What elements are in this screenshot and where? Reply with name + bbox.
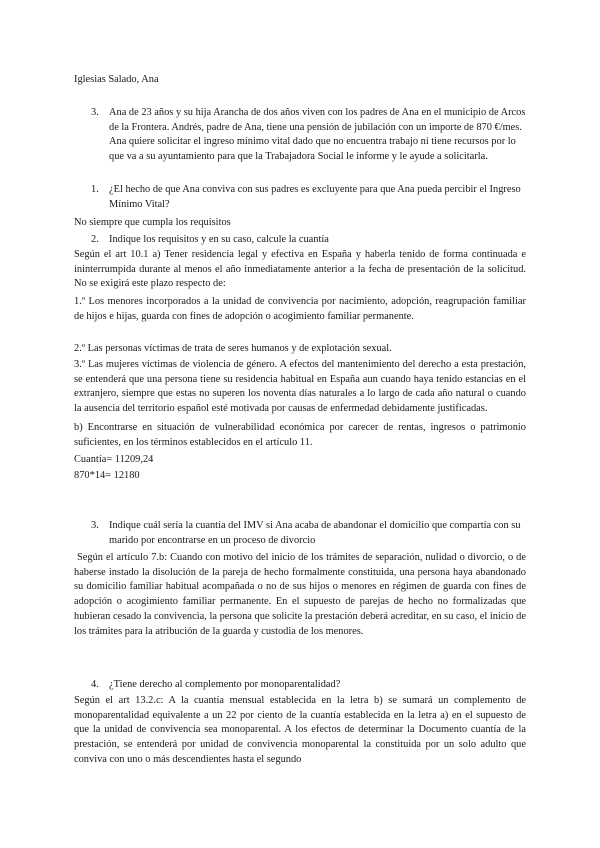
answer-2-paragraph-4: 3.º Las mujeres víctimas de violencia de género. A efectos del mantenimiento del derecho a esta prestación, se entenderá que una persona tiene su residencia habitual en España aun cuando haya tenido estancias en el extranjero, siempre que estas no superen los noventa días naturales a lo largo de cada año natural o cuando la ausencia del territorio español esté motivada por causas de enfermedad debidamente justificadas. (74, 359, 526, 415)
answer-2-paragraph-1: Según el art 10.1 a) Tener residencia legal y efectiva en España y haberla tenido de forma continuada e ininterrumpida durante al menos el año inmediatamente anterior a la fecha de presentación de la solicitud. No se exigirá este plazo respecto de: (74, 249, 526, 290)
amount-calculation-1: Cuantía= 11209,24 (74, 454, 154, 465)
case-text: Ana de 23 años y su hija Arancha de dos años viven con los padres de Ana en el municipio de Arcos de la Frontera. Andrés, padre de Ana, tiene una pensión de jubilación con un importe de 870 €/mes. Ana quiere solicitar el ingreso mínimo vital dado que no encuentra trabajo ni tiene recursos por lo que va a su ayuntamiento para que la Trabajadora Social le informe y le ayude a solicitarla. (109, 107, 526, 163)
question-1-number: 1. (91, 184, 99, 195)
answer-2-paragraph-5: b) Encontrarse en situación de vulnerabilidad económica por carecer de rentas, ingresos o patrimonio suficientes, en los términos establecidos en el artículo 11. (74, 422, 526, 448)
answer-4: Según el art 13.2.c: A la cuantía mensual establecida en la letra b) se sumará un complemento de monoparentalidad equivalente a un 22 por ciento de la cuantía establecida en la letra a) en el supuesto de que la unidad de convivencia sea monoparental. A los efectos de determinar la Documento cuantía de la prestación, se entenderá por unidad de convivencia monoparental la constituida por un solo adulto que conviva con uno o más descendientes hasta el segundo (74, 695, 526, 765)
question-4-number: 4. (91, 679, 99, 690)
question-2-number: 2. (91, 234, 99, 245)
author-name: Iglesias Salado, Ana (74, 74, 159, 85)
answer-2-paragraph-3: 2.º Las personas víctimas de trata de seres humanos y de explotación sexual. (74, 343, 392, 354)
question-1-text: ¿El hecho de que Ana conviva con sus padres es excluyente para que Ana pueda percibir el Ingreso Mínimo Vital? (109, 184, 521, 210)
case-number: 3. (91, 107, 99, 118)
answer-1: No siempre que cumpla los requisitos (74, 217, 231, 228)
question-4-text: ¿Tiene derecho al complemento por monoparentalidad? (109, 679, 341, 690)
question-3-number: 3. (91, 520, 99, 531)
question-2-text: Indique los requisitos y en su caso, calcule la cuantía (109, 234, 329, 245)
question-3-text: Indique cuál sería la cuantía del IMV si Ana acaba de abandonar el domicilio que compartía con su marido por encontrarse en un proceso de divorcio (109, 520, 521, 546)
answer-2-paragraph-2: 1.º Los menores incorporados a la unidad de convivencia por nacimiento, adopción, reagrupación familiar de hijos e hijas, guarda con fines de adopción o acogimiento familiar permanente. (74, 296, 526, 322)
answer-3: Según el artículo 7.b: Cuando con motivo del inicio de los trámites de separación, nulidad o divorcio, o de haberse instado la disolución de la pareja de hecho formalmente constituida, una persona haya abandonado su domicilio familiar habitual acompañada o no de sus hijos o menores en régimen de guarda con fines de adopción o acogimiento familiar permanente. En el supuesto de parejas de hecho no formalizadas que hubieran cesado la convivencia, la persona que solicite la prestación deberá acreditar, en su caso, el inicio de los trámites para la atribución de la guarda y custodia de los menores. (74, 552, 526, 637)
amount-calculation-2: 870*14= 12180 (74, 470, 140, 481)
